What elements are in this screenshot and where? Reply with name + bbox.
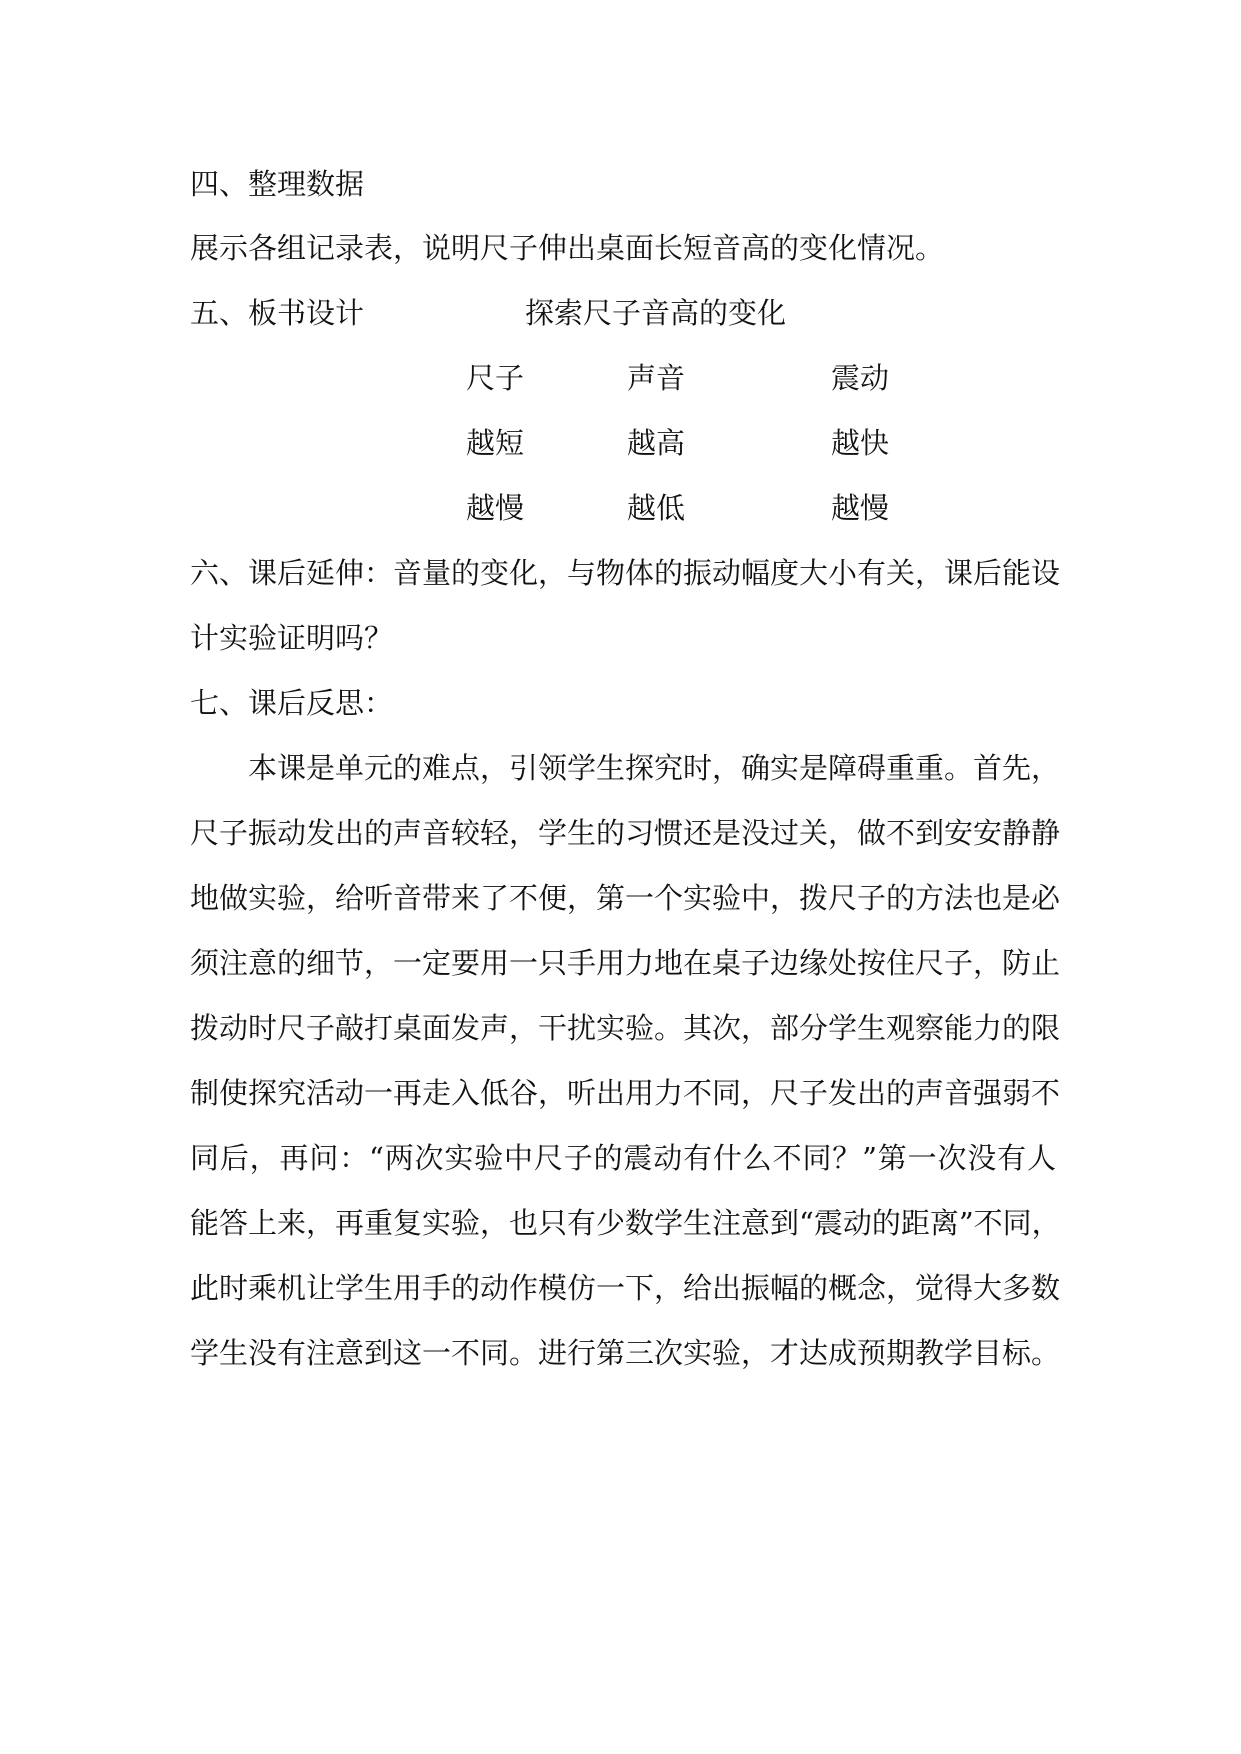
- board-cell: 尺子: [466, 361, 525, 395]
- section-4-heading: 四、整理数据: [190, 167, 365, 201]
- board-cell: 震动: [831, 361, 890, 395]
- paragraph-line: 制使探究活动一再走入低谷，听出用力不同，尺子发出的声音强弱不: [190, 1076, 1061, 1110]
- paragraph-line: 地做实验，给听音带来了不便，第一个实验中，拨尺子的方法也是必: [190, 881, 1061, 915]
- board-cell: 越慢: [466, 491, 525, 525]
- board-cell: 越慢: [831, 491, 890, 525]
- paragraph-line: 同后，再问：“两次实验中尺子的震动有什么不同？”第一次没有人: [190, 1141, 1056, 1175]
- paragraph-line: 此时乘机让学生用手的动作模仿一下，给出振幅的概念，觉得大多数: [190, 1271, 1061, 1305]
- section-6-line-1: 六、课后延伸：音量的变化，与物体的振动幅度大小有关，课后能设: [190, 556, 1061, 590]
- board-cell: 越短: [466, 426, 525, 460]
- board-cell: 越高: [627, 426, 686, 460]
- section-5-heading: 五、板书设计: [190, 296, 365, 330]
- paragraph-line: 须注意的细节，一定要用一只手用力地在桌子边缘处按住尺子，防止: [190, 946, 1061, 980]
- section-7-heading: 七、课后反思：: [190, 686, 394, 720]
- paragraph-line: 尺子振动发出的声音较轻，学生的习惯还是没过关，做不到安安静静: [190, 816, 1061, 850]
- board-title: 探索尺子音高的变化: [525, 296, 787, 330]
- section-4-text: 展示各组记录表，说明尺子伸出桌面长短音高的变化情况。: [190, 231, 945, 265]
- board-cell: 越快: [831, 426, 890, 460]
- paragraph-line: 学生没有注意到这一不同。进行第三次实验，才达成预期教学目标。: [190, 1336, 1061, 1370]
- paragraph-line: 能答上来，再重复实验，也只有少数学生注意到“震动的距离”不同，: [190, 1206, 1061, 1240]
- paragraph-line: 拨动时尺子敲打桌面发声，干扰实验。其次，部分学生观察能力的限: [190, 1011, 1061, 1045]
- section-6-line-2: 计实验证明吗？: [190, 621, 394, 655]
- board-cell: 越低: [627, 491, 686, 525]
- board-cell: 声音: [627, 361, 686, 395]
- paragraph-line: 本课是单元的难点，引领学生探究时，确实是障碍重重。首先，: [248, 751, 1061, 785]
